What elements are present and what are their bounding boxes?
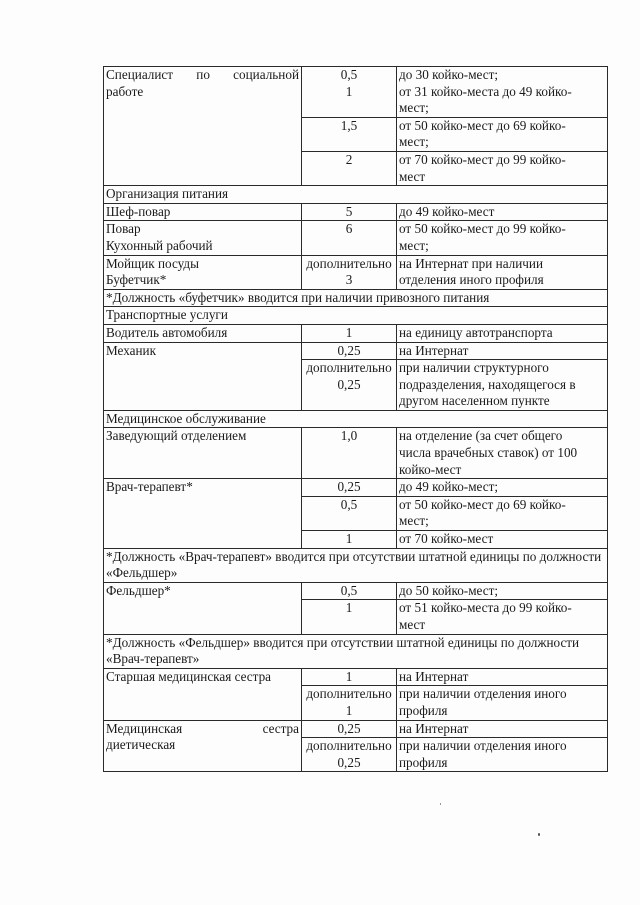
staff-quantity: 0,25	[337, 342, 361, 358]
condition-text: профиля	[399, 702, 448, 718]
staff-quantity: 1	[345, 531, 353, 547]
condition-text: на Интернат	[399, 668, 469, 684]
staff-quantity: 0,5	[340, 582, 358, 598]
staff-quantity: 1	[345, 324, 353, 340]
staff-quantity: дополнительно	[306, 255, 392, 271]
footnote-row	[104, 548, 608, 582]
condition-cell	[397, 531, 608, 549]
quantity-cell	[302, 496, 397, 530]
condition-text: мест;	[399, 513, 429, 529]
condition-text: при наличии структурного	[399, 360, 549, 376]
position-name: Буфетчик*	[106, 272, 167, 288]
condition-text: койко-мест	[399, 461, 462, 477]
staff-quantity: 0,25	[337, 754, 361, 770]
table-row	[104, 221, 608, 255]
condition-text: мест	[399, 617, 426, 632]
quantity-cell	[302, 738, 397, 772]
condition-text: профиля	[399, 754, 448, 770]
quantity-cell	[302, 668, 397, 686]
quantity-cell	[302, 221, 397, 255]
position-cell	[104, 479, 302, 548]
condition-cell	[397, 738, 608, 772]
condition-text: на отделение (за счет общего	[399, 428, 563, 444]
position-name: Водитель автомобиля	[106, 324, 228, 340]
section-header-row	[104, 307, 608, 325]
table-row	[104, 67, 608, 118]
position-name: Старшая медицинская сестра	[106, 668, 272, 684]
section-header-row	[104, 186, 608, 204]
quantity-cell	[302, 531, 397, 549]
condition-text: от 50 койко-мест до 69 койко-	[399, 117, 566, 133]
condition-cell	[397, 428, 608, 479]
staff-quantity: 0,5	[340, 496, 358, 512]
quantity-cell	[302, 600, 397, 634]
position-cell	[104, 67, 302, 186]
condition-cell	[397, 67, 608, 118]
quantity-cell	[302, 342, 397, 360]
table-row	[104, 428, 608, 479]
condition-text: до 30 койко-мест;	[399, 67, 499, 82]
quantity-cell	[302, 479, 397, 497]
position-cell	[104, 221, 302, 255]
table-row	[104, 479, 608, 497]
staff-quantity: 3	[345, 272, 353, 288]
condition-cell	[397, 686, 608, 720]
condition-cell	[397, 600, 608, 634]
staff-quantity: 0,25	[337, 376, 361, 392]
position-cell	[104, 428, 302, 479]
position-name: Медицинская сестра	[106, 720, 299, 736]
section-header-row	[104, 410, 608, 428]
position-cell	[104, 582, 302, 634]
quantity-cell	[302, 151, 397, 185]
position-cell	[104, 342, 302, 410]
position-name: Повар	[106, 221, 141, 237]
staff-quantity: дополнительно	[306, 738, 392, 754]
table-row	[104, 342, 608, 360]
staff-quantity: 1,5	[340, 117, 358, 133]
quantity-cell	[302, 720, 397, 738]
position-name: работе	[106, 83, 144, 99]
condition-cell	[397, 360, 608, 411]
condition-text: другом населенном пункте	[399, 393, 550, 409]
position-name: диетическая	[106, 737, 176, 753]
condition-cell	[397, 668, 608, 686]
staff-quantity: дополнительно	[306, 686, 392, 702]
condition-cell	[397, 203, 608, 221]
footnote-text: *Должность «Фельдшер» вводится при отсутствии штатной единицы по должности «Врач-терапевт»	[104, 634, 608, 668]
position-name: Заведующий отделением	[106, 428, 247, 444]
position-name: Фельдшер*	[106, 582, 171, 598]
condition-text: мест;	[399, 237, 429, 253]
condition-text: от 50 койко-мест до 69 койко-	[399, 496, 566, 512]
section-title: Транспортные услуги	[104, 307, 608, 325]
position-cell	[104, 203, 302, 221]
footnote-row	[104, 634, 608, 668]
condition-text: до 49 койко-мест;	[399, 479, 499, 495]
quantity-cell	[302, 360, 397, 411]
footnote-text: *Должность «буфетчик» вводится при наличии привозного питания	[104, 289, 608, 307]
condition-text: на Интернат	[399, 720, 469, 736]
position-cell	[104, 720, 302, 772]
condition-text: от 70 койко-мест	[399, 531, 494, 547]
quantity-cell	[302, 428, 397, 479]
condition-text: отделения иного профиля	[399, 272, 544, 288]
staff-quantity: 1	[345, 668, 353, 684]
staff-quantity: 2	[345, 151, 353, 167]
quantity-cell	[302, 686, 397, 720]
condition-text: до 49 койко-мест	[399, 203, 495, 219]
staff-quantity: 0,25	[337, 479, 361, 495]
condition-text: до 50 койко-мест;	[399, 582, 499, 598]
condition-text: при наличии отделения иного	[399, 738, 567, 754]
staff-quantity: дополнительно	[306, 360, 392, 376]
condition-cell	[397, 151, 608, 185]
table-row	[104, 668, 608, 686]
condition-text: на Интернат	[399, 342, 469, 358]
condition-text: от 31 койко-места до 49 койко-	[399, 83, 572, 99]
position-name: Врач-терапевт*	[106, 479, 193, 495]
staff-quantity: 1,0	[340, 428, 358, 444]
condition-text: подразделения, находящегося в	[399, 376, 576, 392]
quantity-cell	[302, 67, 397, 118]
condition-cell	[397, 117, 608, 151]
position-cell	[104, 255, 302, 289]
condition-text: от 50 койко-мест до 99 койко-	[399, 221, 566, 237]
condition-text: числа врачебных ставок) от 100	[399, 445, 578, 461]
staffing-table	[103, 66, 608, 772]
condition-cell	[397, 342, 608, 360]
position-name: Механик	[106, 342, 157, 358]
position-name: Кухонный рабочий	[106, 237, 213, 253]
footnote-text: *Должность «Врач-терапевт» вводится при отсутствии штатной единицы по должности «Фельдшер»	[104, 548, 608, 582]
condition-text: при наличии отделения иного	[399, 686, 567, 702]
quantity-cell	[302, 255, 397, 289]
quantity-cell	[302, 582, 397, 600]
footnote-row	[104, 289, 608, 307]
condition-text: мест;	[399, 100, 429, 116]
condition-cell	[397, 582, 608, 600]
quantity-cell	[302, 203, 397, 221]
position-cell	[104, 668, 302, 720]
staff-quantity: 0,5	[340, 67, 358, 82]
scan-speck	[440, 803, 441, 805]
condition-cell	[397, 255, 608, 289]
table-row	[104, 324, 608, 342]
condition-text: от 70 койко-мест до 99 койко-	[399, 151, 566, 167]
condition-text: на Интернат при наличии	[399, 255, 544, 271]
condition-cell	[397, 479, 608, 497]
condition-text: мест;	[399, 134, 429, 150]
staff-quantity: 5	[345, 203, 353, 219]
staff-quantity: 1	[345, 702, 353, 718]
position-cell	[104, 324, 302, 342]
condition-cell	[397, 496, 608, 530]
position-name: Шеф-повар	[106, 203, 171, 219]
quantity-cell	[302, 117, 397, 151]
table-row	[104, 720, 608, 738]
condition-text: мест	[399, 168, 426, 184]
staff-quantity: 1	[345, 83, 353, 99]
position-name: Специалист по социальной	[106, 67, 299, 82]
table-row	[104, 255, 608, 289]
condition-text: на единицу автотранспорта	[399, 324, 553, 340]
condition-cell	[397, 324, 608, 342]
position-name: Мойщик посуды	[106, 255, 199, 271]
staff-quantity: 1	[345, 600, 353, 616]
section-title: Организация питания	[104, 186, 608, 204]
condition-cell	[397, 720, 608, 738]
staff-quantity: 6	[345, 221, 353, 237]
table-row	[104, 203, 608, 221]
condition-cell	[397, 221, 608, 255]
section-title: Медицинское обслуживание	[104, 410, 608, 428]
scan-speck	[538, 833, 540, 836]
table-row	[104, 582, 608, 600]
quantity-cell	[302, 324, 397, 342]
staff-quantity: 0,25	[337, 720, 361, 736]
condition-text: от 51 койко-места до 99 койко-	[399, 600, 572, 616]
